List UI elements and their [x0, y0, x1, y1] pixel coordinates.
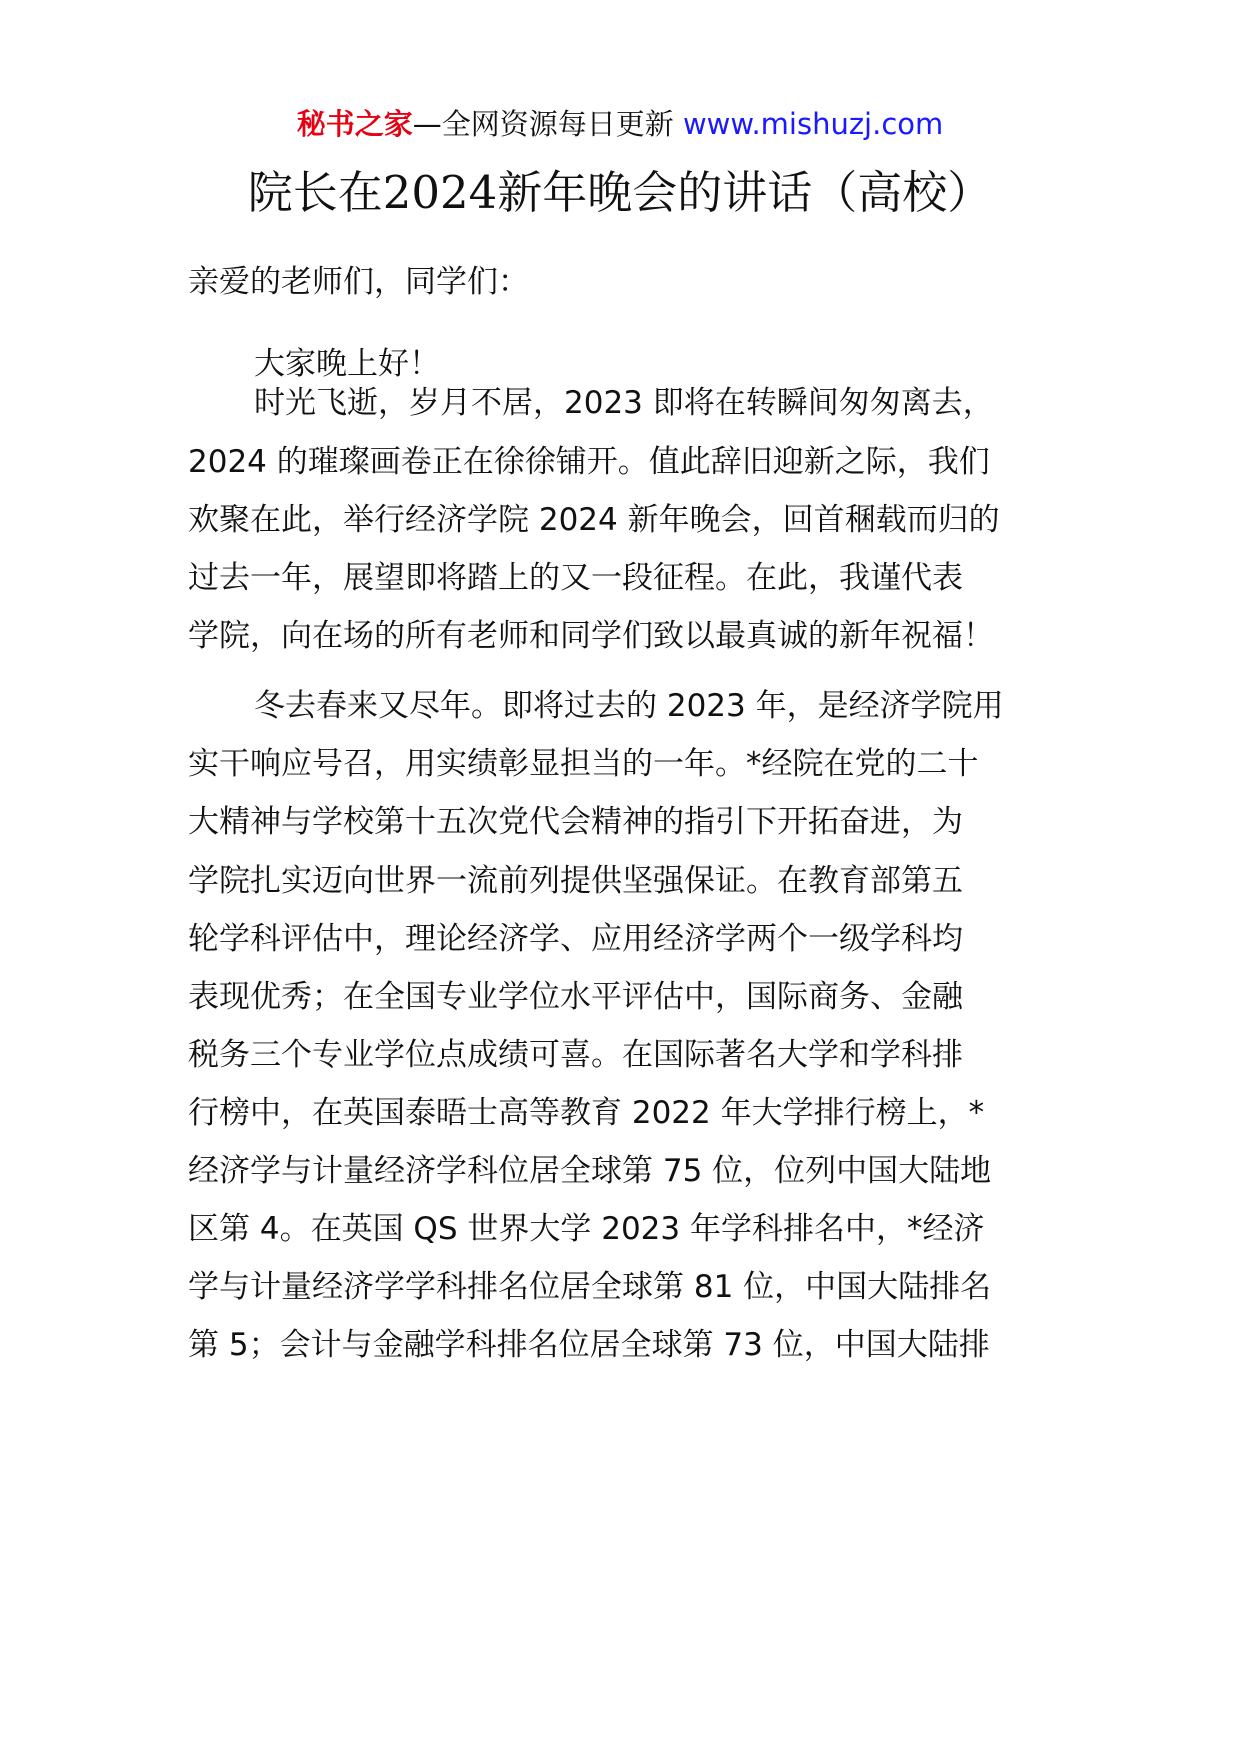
- header-tagline: —全网资源每日更新: [412, 107, 674, 141]
- paragraph-line: 实干响应号召，用实绩彰显担当的一年。*经院在党的二十: [188, 746, 979, 782]
- site-header: [0, 104, 1240, 144]
- paragraph-line: 过去一年，展望即将踏上的又一段征程。在此，我谨代表: [188, 560, 963, 596]
- title-prefix: 院长在: [247, 166, 383, 219]
- paragraph-line: 经济学与计量经济学科位居全球第 75 位，位列中国大陆地: [188, 1153, 992, 1189]
- title-year: 2024: [382, 166, 498, 219]
- paragraph-line: 欢聚在此，举行经济学院 2024 新年晚会，回首稛载而归的: [188, 502, 1000, 538]
- salutation: 亲爱的老师们，同学们：: [188, 264, 529, 300]
- paragraph-line: 第 5；会计与金融学科排名位居全球第 73 位，中国大陆排: [188, 1327, 990, 1363]
- paragraph-line: 2024 的璀璨画卷正在徐徐铺开。值此辞旧迎新之际，我们: [188, 444, 990, 480]
- paragraph-line: 学院扎实迈向世界一流前列提供坚强保证。在教育部第五: [188, 863, 963, 899]
- paragraph-line: 学院，向在场的所有老师和同学们致以最真诚的新年祝福！: [188, 618, 994, 654]
- paragraph-line: 大精神与学校第十五次党代会精神的指引下开拓奋进，为: [188, 804, 963, 840]
- paragraph-line: 行榜中，在英国泰晤士高等教育 2022 年大学排行榜上，*: [188, 1095, 985, 1131]
- title-suffix: 新年晚会的讲话（高校）: [497, 166, 993, 219]
- paragraph-line: 区第 4。在英国 QS 世界大学 2023 年学科排名中，*经济: [188, 1211, 985, 1247]
- document-title: [0, 163, 1240, 223]
- paragraph-line: 税务三个专业学位点成绩可喜。在国际著名大学和学科排: [188, 1037, 963, 1073]
- greeting-paragraph: 大家晚上好！: [254, 346, 440, 382]
- brand-name: 秘书之家: [296, 107, 413, 141]
- paragraph-line: 时光飞逝，岁月不居，2023 即将在转瞬间匆匆离去，: [254, 385, 994, 421]
- paragraph-line: 轮学科评估中，理论经济学、应用经济学两个一级学科均: [188, 921, 963, 957]
- paragraph-line: 冬去春来又尽年。即将过去的 2023 年，是经济学院用: [254, 688, 1004, 724]
- paragraph-line: 学与计量经济学学科排名位居全球第 81 位，中国大陆排名: [188, 1269, 992, 1305]
- paragraph-line: 表现优秀；在全国专业学位水平评估中，国际商务、金融: [188, 979, 963, 1015]
- site-url-link[interactable]: www.mishuzj.com: [682, 107, 944, 141]
